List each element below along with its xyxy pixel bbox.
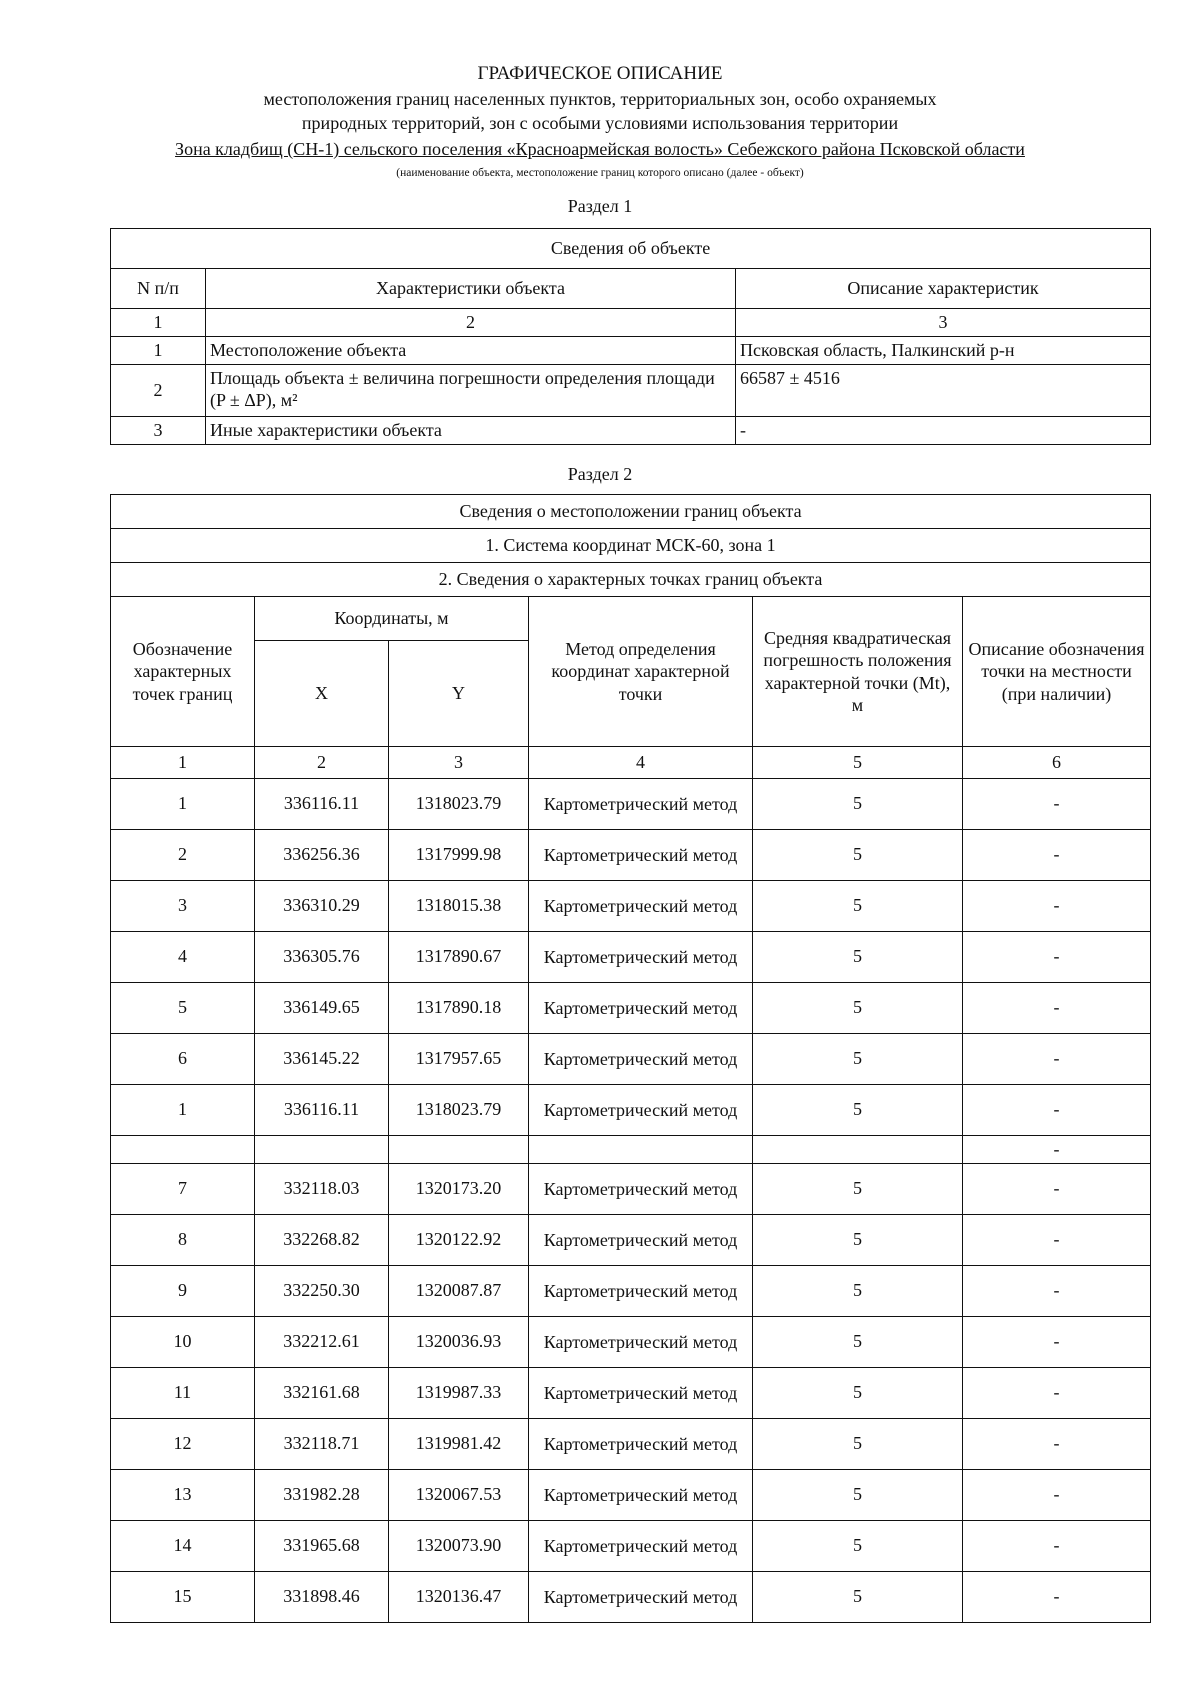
doc-subtitle-line-1: местоположения границ населенных пунктов, территориальных зон, особо охраняемых	[263, 89, 937, 109]
table-row	[111, 1470, 1151, 1521]
table-row	[111, 1215, 1151, 1266]
coord-y: 1320136.47	[389, 1572, 529, 1623]
mean-error: 5	[753, 1215, 963, 1266]
row-number: 3	[111, 417, 206, 445]
mean-error: 5	[753, 1368, 963, 1419]
coord-y: 1317890.67	[389, 932, 529, 983]
point-id: 10	[111, 1317, 255, 1368]
coord-x: 332268.82	[255, 1215, 389, 1266]
table-row	[111, 830, 1151, 881]
point-id: 6	[111, 1034, 255, 1085]
column-index: 5	[753, 747, 963, 779]
table-row	[111, 1085, 1151, 1136]
mean-error: 5	[753, 1521, 963, 1572]
coord-x: 336256.36	[255, 830, 389, 881]
coordinate-system: 1. Система координат МСК-60, зона 1	[111, 529, 1151, 563]
point-id: 8	[111, 1215, 255, 1266]
coord-x: 336310.29	[255, 881, 389, 932]
point-description: -	[963, 1136, 1151, 1164]
coord-x: 336116.11	[255, 1085, 389, 1136]
coord-x: 336149.65	[255, 983, 389, 1034]
characteristic-name: Местоположение объекта	[206, 337, 736, 365]
mean-error: 5	[753, 1470, 963, 1521]
mean-error: 5	[753, 779, 963, 830]
table-row	[111, 417, 1151, 445]
point-id: 13	[111, 1470, 255, 1521]
point-description: -	[963, 1085, 1151, 1136]
characteristic-value: -	[736, 417, 1151, 445]
table-row	[111, 1317, 1151, 1368]
point-description: -	[963, 1419, 1151, 1470]
header-y: Y	[389, 641, 529, 747]
mean-error: 5	[753, 1572, 963, 1623]
point-id: 2	[111, 830, 255, 881]
coord-x: 332212.61	[255, 1317, 389, 1368]
mean-error: 5	[753, 1034, 963, 1085]
coord-x: 331982.28	[255, 1470, 389, 1521]
coord-y: 1318023.79	[389, 1085, 529, 1136]
row-number: 1	[111, 337, 206, 365]
point-id: 9	[111, 1266, 255, 1317]
point-id: 1	[111, 1085, 255, 1136]
table-row	[111, 932, 1151, 983]
mean-error: 5	[753, 932, 963, 983]
table-row	[111, 983, 1151, 1034]
coord-y: 1317957.65	[389, 1034, 529, 1085]
method: Картометрический метод	[529, 1572, 753, 1623]
method: Картометрический метод	[529, 881, 753, 932]
column-index: 2	[206, 309, 736, 337]
method: Картометрический метод	[529, 1419, 753, 1470]
column-index: 1	[111, 309, 206, 337]
coord-y: 1320036.93	[389, 1317, 529, 1368]
boundary-points-table	[110, 494, 1151, 1623]
table-row	[111, 1034, 1151, 1085]
coord-y: 1319981.42	[389, 1419, 529, 1470]
table-row	[111, 779, 1151, 830]
characteristic-value: 66587 ± 4516	[736, 365, 1151, 417]
characteristic-name: Площадь объекта ± величина погрешности определения площади (P ± ΔP), м²	[206, 365, 736, 417]
point-id: 15	[111, 1572, 255, 1623]
mean-error	[753, 1136, 963, 1164]
point-id: 5	[111, 983, 255, 1034]
mean-error: 5	[753, 983, 963, 1034]
point-description: -	[963, 983, 1151, 1034]
point-description: -	[963, 1266, 1151, 1317]
coord-x: 332250.30	[255, 1266, 389, 1317]
header-point-description: Описание обозначения точки на местности (при наличии)	[963, 597, 1151, 747]
mean-error: 5	[753, 881, 963, 932]
method	[529, 1136, 753, 1164]
mean-error: 5	[753, 1266, 963, 1317]
column-index: 3	[736, 309, 1151, 337]
point-description: -	[963, 1164, 1151, 1215]
method: Картометрический метод	[529, 1470, 753, 1521]
characteristic-name: Иные характеристики объекта	[206, 417, 736, 445]
method: Картометрический метод	[529, 983, 753, 1034]
coord-y: 1317890.18	[389, 983, 529, 1034]
coord-y: 1320173.20	[389, 1164, 529, 1215]
table-row	[111, 337, 1151, 365]
coord-x: 331965.68	[255, 1521, 389, 1572]
method: Картометрический метод	[529, 1521, 753, 1572]
coord-x: 332118.71	[255, 1419, 389, 1470]
point-id	[111, 1136, 255, 1164]
doc-subtitle-line-2: природных территорий, зон с особыми условиями использования территории	[301, 113, 899, 133]
coord-x: 336145.22	[255, 1034, 389, 1085]
column-index: 4	[529, 747, 753, 779]
coord-x: 336305.76	[255, 932, 389, 983]
table-row	[111, 1266, 1151, 1317]
header-characteristic: Характеристики объекта	[206, 269, 736, 309]
coord-x: 332118.03	[255, 1164, 389, 1215]
method: Картометрический метод	[529, 1034, 753, 1085]
separator-row	[111, 1136, 1151, 1164]
method: Картометрический метод	[529, 1215, 753, 1266]
section-2-heading: Раздел 2	[567, 464, 633, 484]
mean-error: 5	[753, 1419, 963, 1470]
column-index: 6	[963, 747, 1151, 779]
table-row	[111, 1521, 1151, 1572]
method: Картометрический метод	[529, 1317, 753, 1368]
mean-error: 5	[753, 830, 963, 881]
characteristic-value: Псковская область, Палкинский р-н	[736, 337, 1151, 365]
point-description: -	[963, 932, 1151, 983]
mean-error: 5	[753, 1164, 963, 1215]
point-id: 3	[111, 881, 255, 932]
header-x: X	[255, 641, 389, 747]
point-description: -	[963, 830, 1151, 881]
table-row	[111, 1368, 1151, 1419]
header-point-designation: Обозначение характерных точек границ	[111, 597, 255, 747]
point-description: -	[963, 1572, 1151, 1623]
method: Картометрический метод	[529, 932, 753, 983]
point-id: 14	[111, 1521, 255, 1572]
column-index: 2	[255, 747, 389, 779]
method: Картометрический метод	[529, 779, 753, 830]
point-description: -	[963, 881, 1151, 932]
coord-x	[255, 1136, 389, 1164]
method: Картометрический метод	[529, 1085, 753, 1136]
column-index: 1	[111, 747, 255, 779]
header-num: N п/п	[111, 269, 206, 309]
point-id: 12	[111, 1419, 255, 1470]
header-mean-error: Средняя квадратическая погрешность положения характерной точки (Mt), м	[753, 597, 963, 747]
point-description: -	[963, 1521, 1151, 1572]
header-method: Метод определения координат характерной точки	[529, 597, 753, 747]
point-description: -	[963, 1317, 1151, 1368]
table-row	[111, 1419, 1151, 1470]
coord-y: 1318015.38	[389, 881, 529, 932]
point-description: -	[963, 779, 1151, 830]
object-name: Зона кладбищ (СН-1) сельского поселения «Красноармейская волость» Себежского района Псковской области	[175, 139, 1025, 159]
coord-x: 336116.11	[255, 779, 389, 830]
header-description: Описание характеристик	[736, 269, 1151, 309]
method: Картометрический метод	[529, 1164, 753, 1215]
coord-y: 1317999.98	[389, 830, 529, 881]
coord-x: 331898.46	[255, 1572, 389, 1623]
table-row	[111, 881, 1151, 932]
point-id: 11	[111, 1368, 255, 1419]
point-id: 7	[111, 1164, 255, 1215]
column-index: 3	[389, 747, 529, 779]
method: Картометрический метод	[529, 1368, 753, 1419]
coord-y: 1318023.79	[389, 779, 529, 830]
object-name-note: (наименование объекта, местоположение границ которого описано (далее - объект)	[396, 167, 804, 179]
method: Картометрический метод	[529, 1266, 753, 1317]
row-number: 2	[111, 365, 206, 417]
coord-y: 1320067.53	[389, 1470, 529, 1521]
object-info-table	[110, 228, 1151, 445]
point-id: 1	[111, 779, 255, 830]
point-id: 4	[111, 932, 255, 983]
mean-error: 5	[753, 1085, 963, 1136]
point-description: -	[963, 1470, 1151, 1521]
doc-title: ГРАФИЧЕСКОЕ ОПИСАНИЕ	[477, 63, 723, 84]
coord-y	[389, 1136, 529, 1164]
table-row	[111, 1164, 1151, 1215]
mean-error: 5	[753, 1317, 963, 1368]
coord-y: 1320087.87	[389, 1266, 529, 1317]
table-row	[111, 365, 1151, 417]
method: Картометрический метод	[529, 830, 753, 881]
object-info-title: Сведения об объекте	[111, 229, 1151, 269]
coord-y: 1319987.33	[389, 1368, 529, 1419]
coord-x: 332161.68	[255, 1368, 389, 1419]
boundary-section-title: Сведения о местоположении границ объекта	[111, 495, 1151, 529]
point-description: -	[963, 1034, 1151, 1085]
section-1-heading: Раздел 1	[567, 196, 633, 216]
table-row	[111, 1572, 1151, 1623]
point-description: -	[963, 1368, 1151, 1419]
coord-y: 1320122.92	[389, 1215, 529, 1266]
header-coordinates: Координаты, м	[255, 597, 529, 641]
coord-y: 1320073.90	[389, 1521, 529, 1572]
points-section-title: 2. Сведения о характерных точках границ объекта	[111, 563, 1151, 597]
point-description: -	[963, 1215, 1151, 1266]
